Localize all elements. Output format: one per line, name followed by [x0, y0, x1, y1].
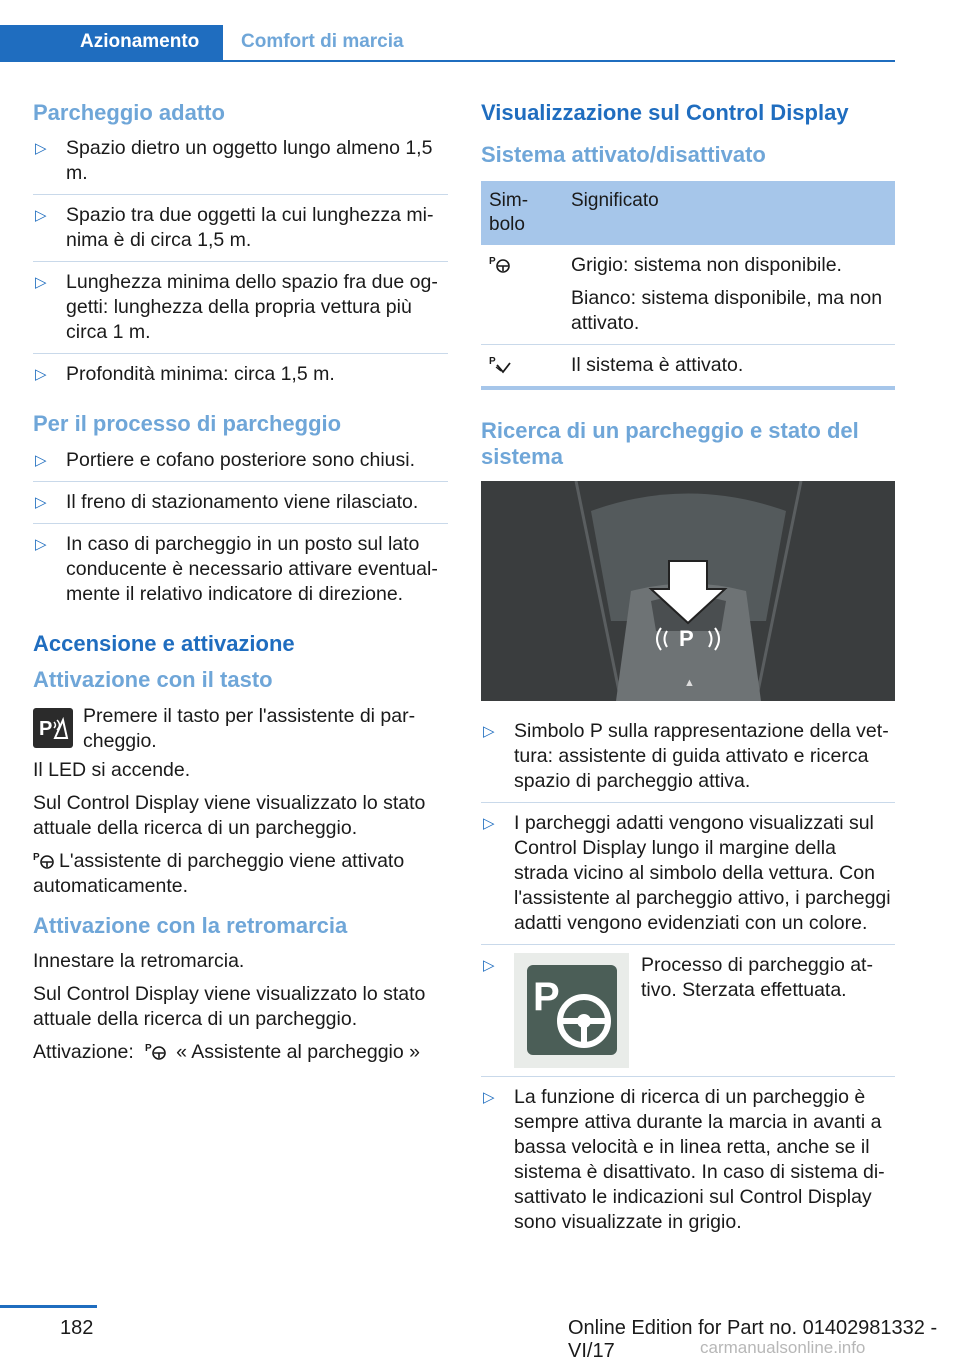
watermark: carmanualsonline.info [700, 1338, 866, 1357]
triangle-bullet-icon: ▷ [35, 140, 47, 158]
heading-ricerca: Ricerca di un parcheggio e stato del sistema [481, 417, 859, 470]
row-meaning: Bianco: sistema disponibile, ma non attivato. [571, 286, 883, 334]
page-number-rule [0, 1305, 97, 1308]
park-assist-active-icon [489, 354, 511, 374]
col-header-meaning: Significato [563, 181, 895, 245]
heading-visualizzazione: Visualizzazione sul Control Display [481, 100, 849, 125]
list-item: ▷ Portiere e cofano posteriore sono chiusi. [33, 448, 448, 482]
list-item: ▷ Lunghezza minima dello spazio fra due oggetti: lunghezza della propria vettura più circa 1 m. [33, 270, 448, 354]
table-row [481, 245, 895, 345]
triangle-bullet-icon: ▷ [483, 956, 495, 974]
col-header-symbol: Simbolo [481, 181, 563, 245]
heading-accensione: Accensione e attivazione [33, 630, 295, 656]
heading-attivazione-retromarcia: Attivazione con la retromarcia [33, 912, 348, 938]
tab-azionamento[interactable]: Azionamento [0, 25, 223, 60]
park-assist-symbol-icon [489, 254, 511, 274]
control-display-image [481, 481, 895, 701]
svg-text:P: P [489, 255, 496, 267]
triangle-bullet-icon: ▷ [35, 366, 47, 384]
svg-text:P: P [39, 717, 53, 740]
svg-text:P: P [532, 975, 560, 1020]
park-assist-symbol-icon [33, 850, 55, 870]
list-item: ▷ Simbolo P sulla rappresentazione della vettura: assistente di guida attivato e ricerca spazio di parcheggio attiva. [481, 719, 895, 803]
led-text: Il LED si accende. [33, 758, 191, 781]
heading-processo-parcheggio: Per il processo di parcheggio [33, 411, 342, 437]
triangle-bullet-icon: ▷ [483, 814, 495, 832]
list-item: ▷ I parcheggi adatti vengono visualizzati sul Control Display lungo il margine della strada vicino al simbolo della vettura. Con l'assistente al parcheggio attivo, i parcheggi adatti vengono evidenziati con un colore. [481, 811, 895, 945]
svg-text:P: P [33, 851, 40, 863]
list-parcheggio-adatto [33, 136, 448, 395]
row-meaning: Il sistema è attivato. [563, 344, 895, 388]
heading-sistema: Sistema attivato/disattivato [481, 142, 766, 168]
tasto-text: Premere il tasto per l'assistente di parcheggio. [83, 704, 416, 752]
park-assist-symbol-icon [145, 1041, 167, 1061]
retromarcia-text: Innestare la retromarcia. [33, 949, 245, 972]
list-item: ▷ La funzione di ricerca di un parcheggio è sempre attiva durante la marcia in avanti a bassa velocità e in linea retta, anche se il sistema è disattivato. In caso di sistema disattivato le indicazioni sul Control Display sono visualizzate in grigio. [483, 1085, 885, 1233]
triangle-bullet-icon: ▷ [35, 207, 47, 225]
list-processo-parcheggio [33, 448, 448, 615]
list-item: ▷ Il freno di stazionamento viene rilasciato. [33, 490, 448, 524]
row-meaning: Grigio: sistema non disponibile. [571, 253, 842, 276]
list-item: ▷ Spazio tra due oggetti la cui lunghezza minima è di circa 1,5 m. [33, 203, 448, 262]
heading-attivazione-tasto: Attivazione con il tasto [33, 667, 273, 693]
svg-text:P: P [489, 355, 496, 367]
chapter-tabs [0, 25, 895, 62]
triangle-bullet-icon: ▷ [35, 493, 47, 511]
list-item: ▷ P Processo di parcheggio attivo. Sterzata effettuata. [481, 953, 895, 1077]
table-header-row [481, 181, 895, 245]
triangle-bullet-icon: ▷ [483, 722, 495, 740]
list-item: ▷ Spazio dietro un oggetto lungo almeno 1,5 m. [33, 136, 448, 195]
tab-comfort-di-marcia[interactable]: Comfort di marcia [241, 31, 404, 52]
page-number: 182 [60, 1317, 94, 1339]
list-item: ▷ In caso di parcheggio in un posto sul lato conducente è necessario attivare eventualmente il relativo indicatore di direzione. [35, 532, 438, 605]
triangle-bullet-icon: ▷ [35, 535, 47, 553]
triangle-bullet-icon: ▷ [35, 451, 47, 469]
table-row [481, 344, 895, 388]
edition-text: Online Edition for Part no. 01402981332 - VI/17 [568, 1317, 938, 1362]
display-text: Sul Control Display viene visualizzato lo stato attuale della ricerca di un parcheggio. [33, 791, 426, 839]
svg-text:P: P [679, 625, 694, 651]
parking-steering-symbol-icon [514, 953, 629, 1068]
auto-activation-text: P L'assistente di parcheggio viene attivato automaticamente. [33, 849, 405, 897]
symbol-table [481, 181, 895, 390]
display-text-2: Sul Control Display viene visualizzato lo stato attuale della ricerca di un parcheggio. [33, 982, 426, 1030]
triangle-bullet-icon: ▷ [483, 1088, 495, 1106]
attivazione-menu-path: Attivazione: P « Assistente al parcheggio » [33, 1040, 420, 1063]
svg-text:P: P [144, 1042, 152, 1054]
list-ricerca [481, 719, 895, 1243]
left-column [33, 100, 448, 1073]
triangle-bullet-icon: ▷ [35, 274, 47, 292]
list-item: ▷ Profondità minima: circa 1,5 m. [35, 363, 335, 386]
button-instruction [33, 704, 448, 758]
heading-parcheggio-adatto: Parcheggio adatto [33, 100, 225, 125]
svg-text:▲: ▲ [684, 676, 695, 689]
right-column [481, 100, 895, 1259]
park-assist-button-icon [33, 708, 73, 748]
